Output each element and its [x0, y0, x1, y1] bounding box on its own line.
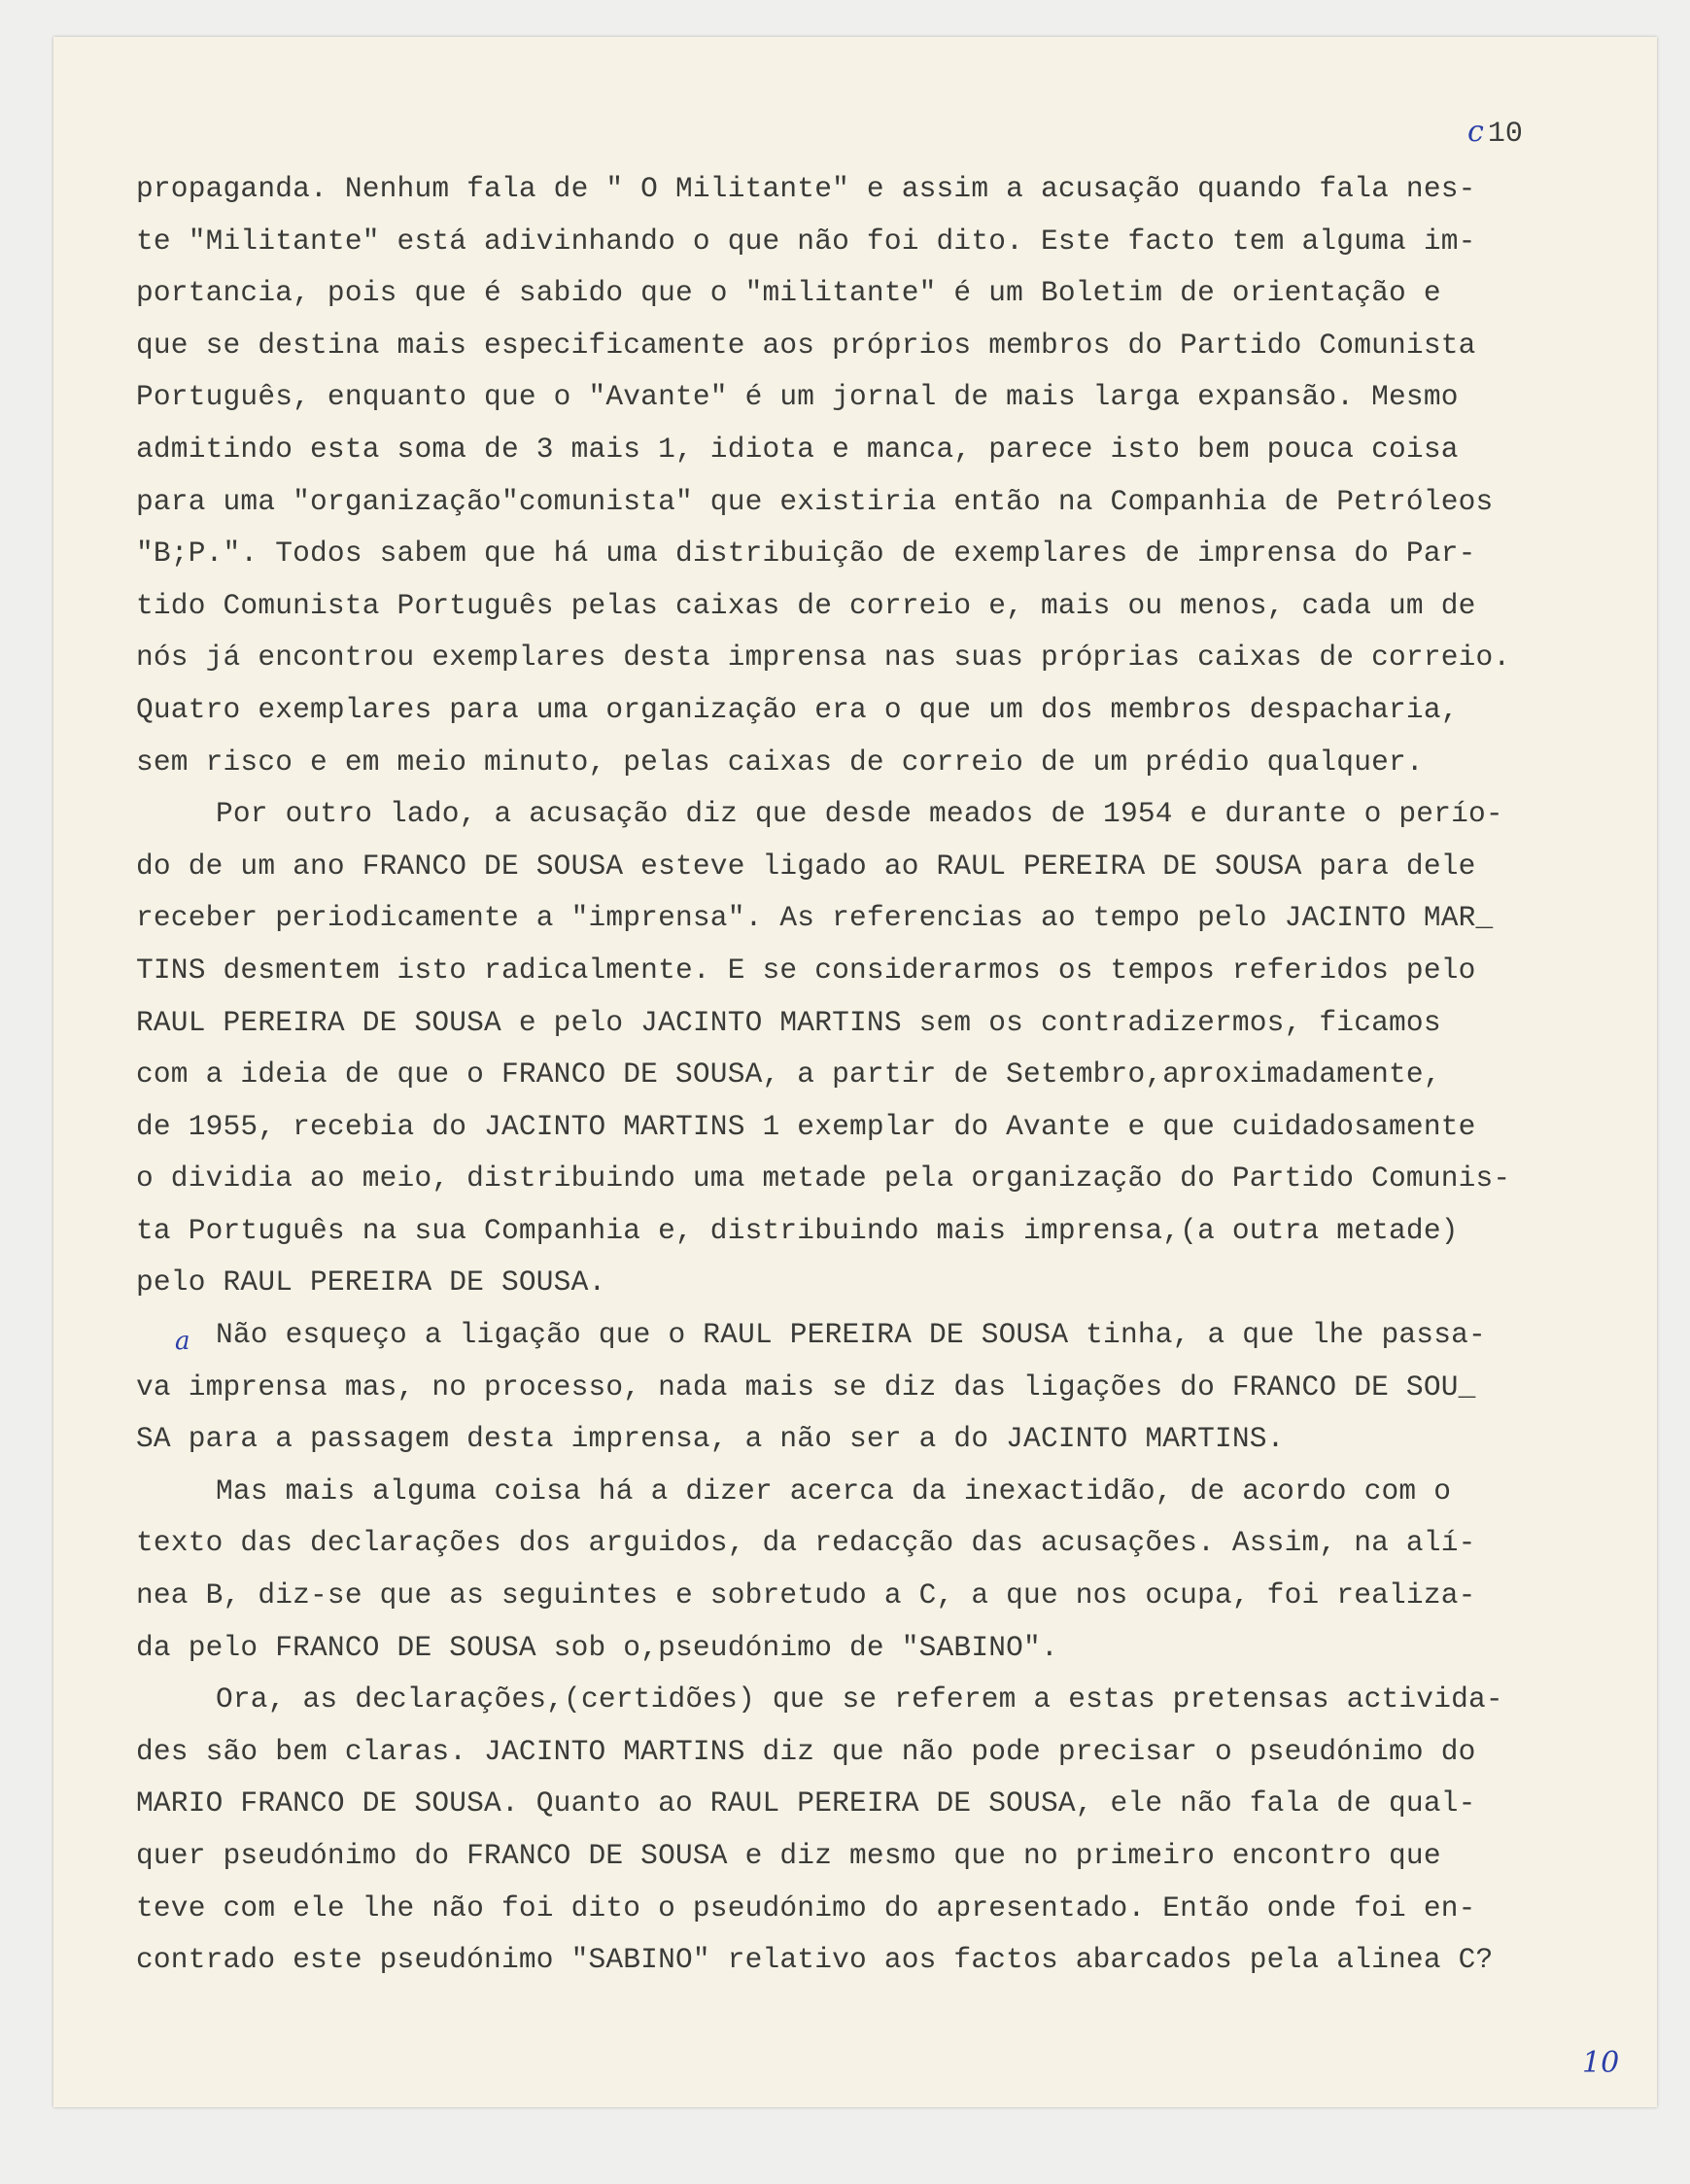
- text-line: do de um ano FRANCO DE SOUSA esteve ligado ao RAUL PEREIRA DE SOUSA para dele: [136, 849, 1476, 883]
- text-line: contrado este pseudónimo "SABINO" relativo aos factos abarcados pela alinea C?: [136, 1943, 1494, 1977]
- document-body: [136, 163, 1652, 1987]
- text-line: o dividia ao meio, distribuindo uma metade pela organização do Partido Comunis-: [136, 1161, 1511, 1196]
- text-line: texto das declarações dos arguidos, da redacção das acusações. Assim, na alí-: [136, 1526, 1476, 1560]
- text-line: da pelo FRANCO DE SOUSA sob o,pseudónimo de "SABINO".: [136, 1630, 1058, 1664]
- text-line: pelo RAUL PEREIRA DE SOUSA.: [136, 1265, 606, 1300]
- text-line: Português, enquanto que o "Avante" é um jornal de mais larga expansão. Mesmo: [136, 380, 1459, 414]
- text-line: com a ideia de que o FRANCO DE SOUSA, a partir de Setembro,aproximadamente,: [136, 1057, 1441, 1092]
- text-line: nea B, diz-se que as seguintes e sobretudo a C, a que nos ocupa, foi realiza-: [136, 1578, 1476, 1612]
- text-line: va imprensa mas, no processo, nada mais se diz das ligações do FRANCO DE SOU_: [136, 1369, 1476, 1404]
- text-line: tido Comunista Português pelas caixas de correio e, mais ou menos, cada um de: [136, 588, 1476, 622]
- text-line: para uma "organização"comunista" que existiria então na Companhia de Petróleos: [136, 484, 1494, 518]
- text-line: TINS desmentem isto radicalmente. E se considerarmos os tempos referidos pelo: [136, 953, 1476, 987]
- text-line: admitindo esta soma de 3 mais 1, idiota e manca, parece isto bem pouca coisa: [136, 432, 1459, 466]
- text-line: "B;P.". Todos sabem que há uma distribuição de exemplares de imprensa do Par-: [136, 537, 1476, 571]
- text-line: que se destina mais especificamente aos próprios membros do Partido Comunista: [136, 328, 1476, 362]
- text-line: Quatro exemplares para uma organização era o que um dos membros despacharia,: [136, 692, 1459, 726]
- text-line: quer pseudónimo do FRANCO DE SOUSA e diz mesmo que no primeiro encontro que: [136, 1839, 1441, 1872]
- paragraph-start-line: Mas mais alguma coisa há a dizer acerca da inexactidão, de acordo com o: [216, 1473, 1452, 1508]
- text-line: receber periodicamente a "imprensa". As referencias ao tempo pelo JACINTO MAR_: [136, 901, 1494, 935]
- text-line: des são bem claras. JACINTO MARTINS diz que não pode precisar o pseudónimo do: [136, 1734, 1476, 1768]
- paragraph-start-line: Ora, as declarações,(certidões) que se referem a estas pretensas activida-: [216, 1682, 1503, 1716]
- text-line: de 1955, recebia do JACINTO MARTINS 1 exemplar do Avante e que cuidadosamente: [136, 1109, 1476, 1143]
- text-line: nós já encontrou exemplares desta imprensa nas suas próprias caixas de correio.: [136, 641, 1511, 675]
- handwritten-insert-mark: a: [175, 1327, 190, 1356]
- text-line: teve com ele lhe não foi dito o pseudónimo do apresentado. Então onde foi en-: [136, 1890, 1476, 1924]
- paragraph-start-line: Não esqueço a ligação que o RAUL PEREIRA DE SOUSA tinha, a que lhe passa-: [216, 1318, 1486, 1352]
- text-line: propaganda. Nenhum fala de " O Militante" e assim a acusação quando fala nes-: [136, 172, 1476, 205]
- handwritten-footer-page-number: 10: [1582, 2046, 1620, 2080]
- text-line: ta Português na sua Companhia e, distribuindo mais imprensa,(a outra metade): [136, 1213, 1459, 1247]
- typed-page-number: 10: [1487, 118, 1523, 151]
- paragraph-start-line: Por outro lado, a acusação diz que desde meados de 1954 e durante o perío-: [216, 797, 1503, 831]
- text-line: sem risco e em meio minuto, pelas caixas de correio de um prédio qualquer.: [136, 745, 1424, 779]
- text-line: MARIO FRANCO DE SOUSA. Quanto ao RAUL PEREIRA DE SOUSA, ele não fala de qual-: [136, 1786, 1476, 1820]
- text-line: te "Militante" está adivinhando o que não foi dito. Este facto tem alguma im-: [136, 224, 1476, 258]
- text-line: portancia, pois que é sabido que o "militante" é um Boletim de orientação e: [136, 276, 1441, 310]
- text-line: SA para a passagem desta imprensa, a não ser a do JACINTO MARTINS.: [136, 1422, 1285, 1456]
- text-line: RAUL PEREIRA DE SOUSA e pelo JACINTO MARTINS sem os contradizermos, ficamos: [136, 1005, 1441, 1039]
- page-number: [1467, 115, 1523, 151]
- handwritten-page-mark: c: [1467, 115, 1484, 149]
